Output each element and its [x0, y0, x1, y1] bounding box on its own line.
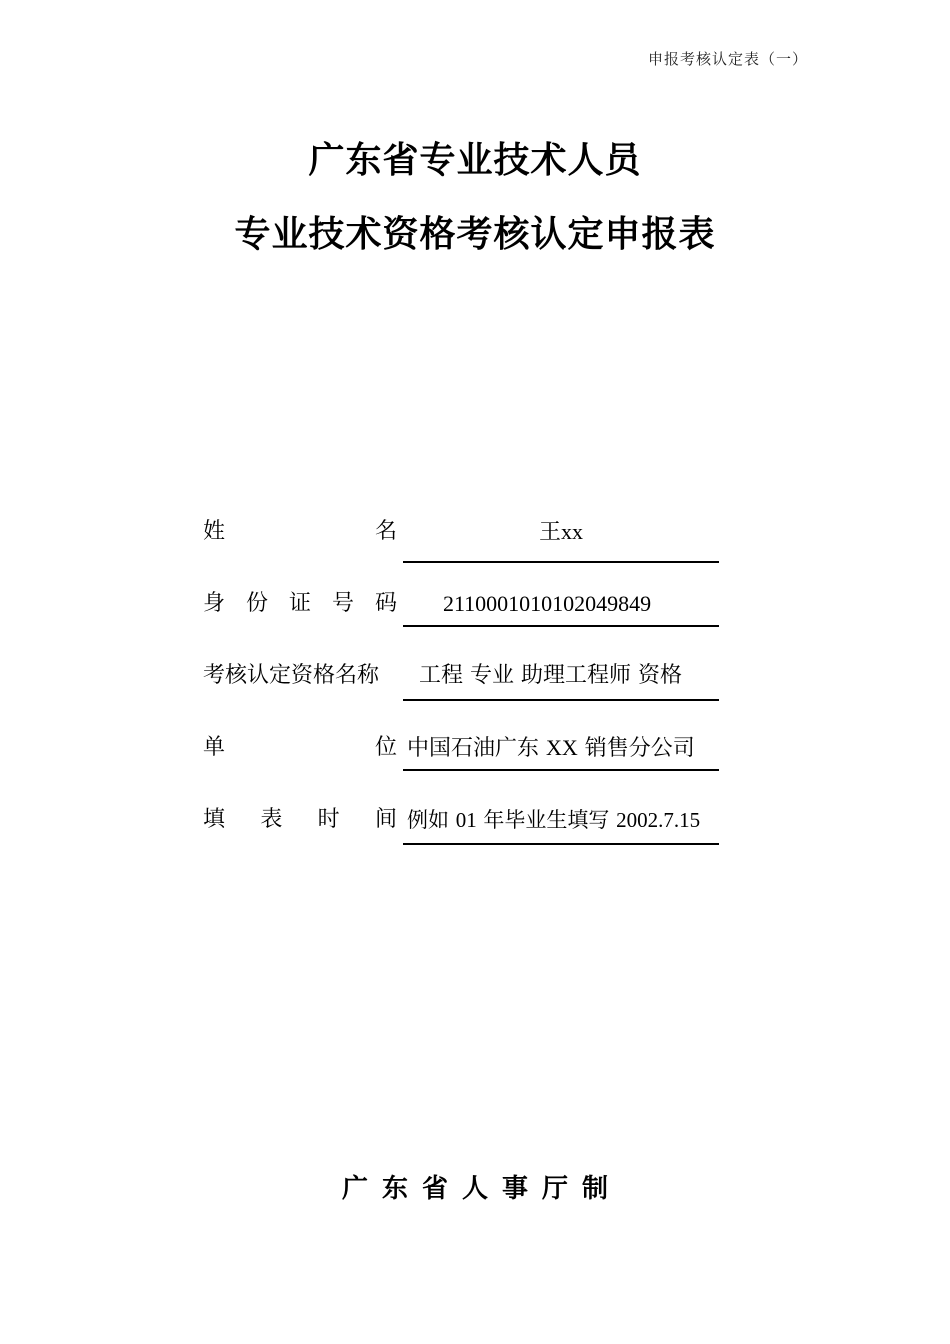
date-label-char-4: 间 — [374, 807, 397, 832]
qualification-label — [203, 660, 397, 692]
name-label-char-2: 名 — [374, 519, 397, 544]
date-label-char-3: 时 — [317, 807, 340, 832]
unit-label-char-1: 单 — [203, 735, 226, 760]
unit-value-part-2: 销售分公司 — [584, 736, 695, 761]
id-label-char-2: 份 — [245, 591, 268, 616]
name-row — [203, 508, 743, 580]
id-number-label — [203, 588, 397, 620]
name-underline — [403, 561, 719, 563]
date-value-part-1: 例如 — [407, 808, 449, 832]
id-label-char-3: 证 — [288, 591, 311, 616]
applicant-info-form — [203, 508, 743, 868]
name-value-cn: 王 — [538, 520, 561, 545]
id-number-underline — [403, 625, 719, 627]
date-label-char-2: 表 — [260, 807, 283, 832]
qualification-label-text: 考核认定资格名称 — [203, 663, 380, 688]
name-label-char-1: 姓 — [203, 519, 226, 544]
id-label-char-5: 码 — [374, 591, 397, 616]
unit-underline — [403, 769, 719, 771]
unit-value-latin: XX — [546, 735, 578, 760]
unit-label-char-2: 位 — [374, 735, 397, 760]
id-number-row — [203, 580, 743, 652]
qualification-row — [203, 652, 743, 724]
unit-row — [203, 724, 743, 796]
title-line-2: 专业技术资格考核认定申报表 — [234, 214, 716, 255]
date-value-num-2: 2002.7.15 — [616, 808, 701, 832]
fill-date-label — [203, 804, 397, 836]
date-value-part-2: 年毕业生填写 — [483, 808, 610, 832]
fill-date-field[interactable] — [403, 804, 743, 836]
unit-label — [203, 732, 397, 764]
date-label-char-1: 填 — [203, 807, 226, 832]
id-label-char-1: 身 — [203, 591, 226, 616]
fill-date-row — [203, 796, 743, 868]
id-number-field[interactable]: 2110001010102049849 — [443, 591, 652, 616]
title-line-1: 广东省专业技术人员 — [308, 140, 642, 181]
qualification-field[interactable]: 工程 专业 助理工程师 资格 — [419, 663, 682, 688]
fill-date-underline — [403, 843, 719, 845]
name-field[interactable] — [403, 516, 719, 549]
form-number-note: 申报考核认定表（一） — [647, 50, 808, 68]
unit-value-part-1: 中国石油广东 — [407, 736, 540, 761]
id-label-char-4: 号 — [331, 591, 354, 616]
issuer-footer: 广东省人事厅制 — [341, 1174, 622, 1204]
date-value-num-1: 01 — [455, 808, 477, 832]
name-value-latin: xx — [561, 519, 583, 544]
qualification-underline — [403, 699, 719, 701]
unit-field[interactable] — [403, 732, 723, 765]
name-label — [203, 516, 397, 548]
